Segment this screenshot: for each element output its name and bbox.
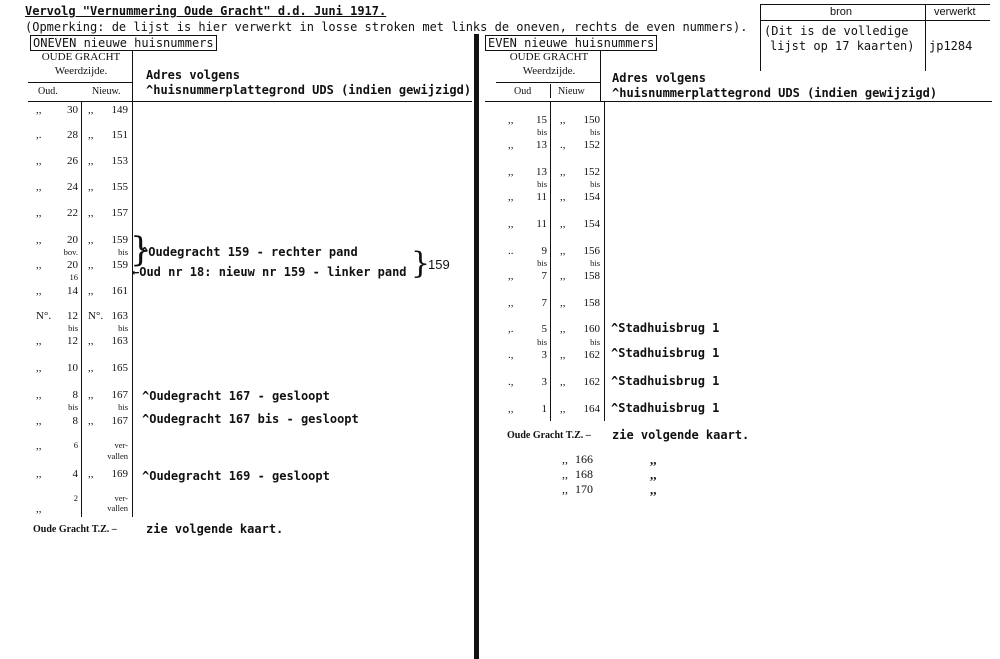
brace-number: 159: [428, 257, 450, 272]
left-street-side: Weerdzijde.: [54, 65, 108, 77]
ditto-mark: ,,: [88, 181, 94, 193]
ditto-mark: ,,: [508, 191, 514, 203]
new-number: 167: [111, 389, 128, 401]
new-number: vallen: [107, 451, 128, 461]
old-number: 9: [541, 245, 547, 257]
old-number: 26: [67, 155, 78, 167]
ditto-mark: ,,: [508, 270, 514, 282]
ditto-mark: ,,: [36, 440, 42, 452]
new-number: 163: [111, 310, 128, 322]
annotation-159-left: ←Oud nr 18: nieuw nr 159 - linker pand: [132, 265, 407, 279]
new-number: 165: [111, 362, 128, 374]
old-number: 20: [67, 259, 78, 271]
new-number: 160: [583, 323, 600, 335]
ditto-mark: ,,: [560, 297, 566, 309]
ditto-mark: ,,: [88, 155, 94, 167]
ditto-mark: ,,: [88, 362, 94, 374]
old-number: 3: [541, 376, 547, 388]
old-number: 6: [73, 440, 78, 450]
old-number: bis: [68, 402, 78, 412]
verwerkt-value: jp1284: [929, 39, 973, 53]
old-number: bis: [537, 127, 547, 137]
left-adres-header: Adres volgens: [146, 68, 240, 82]
new-number: 159: [111, 234, 128, 246]
ditto-mark: ,,: [36, 181, 42, 193]
ditto-mark: .,: [560, 139, 566, 151]
ditto-mark: ,,: [560, 166, 566, 178]
even-section-label: EVEN nieuwe huisnummers: [485, 35, 657, 51]
ditto-mark: ,,: [650, 467, 657, 482]
old-number: 12: [67, 335, 78, 347]
old-number: 11: [536, 218, 547, 230]
old-number: 7: [541, 270, 547, 282]
ditto-mark: ,,: [88, 389, 94, 401]
new-number: 151: [111, 129, 128, 141]
old-number: 1: [541, 403, 547, 415]
right-footer-street: Oude Gracht T.Z. –: [507, 430, 591, 441]
ditto-mark: ,,: [562, 452, 568, 466]
old-number: 22: [67, 207, 78, 219]
brace-right: }: [411, 246, 431, 281]
old-number: 12: [67, 310, 78, 322]
old-number: 13: [536, 166, 547, 178]
new-number: 149: [111, 104, 128, 116]
ditto-mark: ,,: [560, 376, 566, 388]
ditto-mark: ,,: [560, 191, 566, 203]
ditto-mark: ,,: [560, 114, 566, 126]
old-number: 30: [67, 104, 78, 116]
ditto-mark: ,,: [88, 468, 94, 480]
left-footer-text: zie volgende kaart.: [146, 522, 284, 536]
oneven-section-label: ONEVEN nieuwe huisnummers: [30, 35, 217, 51]
new-number: 158: [583, 270, 600, 282]
right-col-nieuw: Nieuw: [558, 86, 585, 97]
new-number: 169: [111, 468, 128, 480]
left-street-name: OUDE GRACHT: [41, 51, 121, 63]
old-number: 2: [73, 493, 78, 503]
bron-line-1: (Dit is de volledige: [764, 24, 909, 38]
old-number: bov.: [63, 247, 78, 257]
right-adres-subheader: ^huisnummerplattegrond UDS (indien gewijzigd): [612, 86, 938, 100]
ditto-mark: ,,: [88, 415, 94, 427]
new-number: bis: [118, 247, 128, 257]
ditto-mark: ,,: [88, 259, 94, 271]
old-number: 24: [67, 181, 78, 193]
annotation-stadhuisbrug-164: ^Stadhuisbrug 1: [611, 401, 720, 415]
new-number: 152: [583, 166, 600, 178]
ditto-mark: ,.: [508, 323, 514, 335]
new-number: bis: [118, 402, 128, 412]
ditto-mark: ,,: [508, 403, 514, 415]
new-number: bis: [590, 258, 600, 268]
ditto-mark: ,,: [36, 389, 42, 401]
remark-note: (Opmerking: de lijst is hier verwerkt in losse stroken met links de oneven, rechts de even nummers).: [25, 20, 748, 34]
ditto-mark: N°.: [36, 310, 52, 322]
old-number: bis: [537, 258, 547, 268]
right-street-side: Weerdzijde.: [522, 65, 576, 77]
old-number: 15: [536, 114, 547, 126]
new-number: bis: [590, 337, 600, 347]
ditto-mark: ,,: [560, 270, 566, 282]
ditto-mark: ,,: [560, 245, 566, 257]
left-col-oud: Oud.: [38, 86, 58, 97]
new-number: 162: [583, 349, 600, 361]
ditto-mark: ,,: [508, 218, 514, 230]
right-footer-text: zie volgende kaart.: [612, 428, 750, 442]
old-number: 3: [541, 349, 547, 361]
page-title: Vervolg "Vernummering Oude Gracht" d.d. Juni 1917.: [25, 4, 387, 18]
old-number: bis: [537, 179, 547, 189]
old-number: 13: [536, 139, 547, 151]
ditto-mark: ,,: [36, 207, 42, 219]
ditto-mark: ,,: [36, 503, 42, 515]
new-number: 154: [583, 218, 600, 230]
ditto-mark: ..: [508, 245, 514, 257]
new-number: ver-: [114, 440, 128, 450]
left-adres-subheader: ^huisnummerplattegrond UDS (indien gewijzigd): [146, 83, 472, 97]
verwerkt-label: verwerkt: [934, 6, 976, 18]
ditto-mark: ,,: [560, 349, 566, 361]
ditto-mark: ,,: [560, 403, 566, 415]
right-adres-header: Adres volgens: [612, 71, 706, 85]
continuation-number: 168: [575, 467, 593, 481]
left-col-nieuw: Nieuw.: [92, 86, 121, 97]
ditto-mark: ,,: [88, 335, 94, 347]
ditto-mark: ,,: [36, 155, 42, 167]
annotation-stadhuisbrug-160: ^Stadhuisbrug 1: [611, 321, 720, 335]
right-street-name: OUDE GRACHT: [509, 51, 589, 63]
ditto-mark: ,,: [88, 234, 94, 246]
ditto-mark: ,,: [88, 207, 94, 219]
ditto-mark: ,,: [36, 415, 42, 427]
old-number: 16: [69, 272, 78, 282]
continuation-number: 170: [575, 482, 593, 496]
new-number: bis: [590, 179, 600, 189]
old-number: bis: [537, 337, 547, 347]
ditto-mark: ,,: [36, 335, 42, 347]
new-number: 153: [111, 155, 128, 167]
old-number: 14: [67, 285, 78, 297]
ditto-mark: ,,: [508, 166, 514, 178]
ditto-mark: ,,: [88, 129, 94, 141]
ditto-mark: ,,: [508, 139, 514, 151]
new-number: vallen: [107, 503, 128, 513]
new-number: 154: [583, 191, 600, 203]
annotation-stadhuisbrug-162b: ^Stadhuisbrug 1: [611, 374, 720, 388]
bron-line-2: lijst op 17 kaarten): [770, 39, 915, 53]
old-number: 28: [67, 129, 78, 141]
ditto-mark: ,,: [650, 482, 657, 497]
new-number: 159: [111, 259, 128, 271]
ditto-mark: ,,: [562, 467, 568, 481]
annotation-stadhuisbrug-162a: ^Stadhuisbrug 1: [611, 346, 720, 360]
old-number: 11: [536, 191, 547, 203]
old-number: 10: [67, 362, 78, 374]
ditto-mark: .,: [508, 376, 514, 388]
new-number: bis: [118, 323, 128, 333]
old-number: 8: [72, 389, 78, 401]
ditto-mark: ,,: [560, 218, 566, 230]
ditto-mark: N°.: [88, 310, 104, 322]
new-number: 155: [111, 181, 128, 193]
continuation-number: 166: [575, 452, 593, 466]
ditto-mark: ,,: [650, 452, 657, 467]
new-number: 158: [583, 297, 600, 309]
new-number: 157: [111, 207, 128, 219]
brace-left: }: [130, 230, 152, 270]
left-footer-street: Oude Gracht T.Z. –: [33, 524, 117, 535]
ditto-mark: ,,: [562, 482, 568, 496]
ditto-mark: ,,: [88, 104, 94, 116]
new-number: 163: [111, 335, 128, 347]
ditto-mark: ,,: [36, 285, 42, 297]
old-number: 20: [67, 234, 78, 246]
ditto-mark: ,,: [88, 285, 94, 297]
strip-divider: [474, 34, 479, 659]
ditto-mark: ,,: [508, 114, 514, 126]
ditto-mark: ,,: [36, 104, 42, 116]
old-number: 8: [72, 415, 78, 427]
new-number: bis: [590, 127, 600, 137]
new-number: 161: [111, 285, 128, 297]
annotation-167: ^Oudegracht 167 - gesloopt: [142, 389, 330, 403]
right-col-oud: Oud: [514, 86, 532, 97]
ditto-mark: ,,: [560, 323, 566, 335]
ditto-mark: ,,: [36, 468, 42, 480]
ditto-mark: ,,: [36, 259, 42, 271]
old-number: 4: [72, 468, 78, 480]
annotation-169: ^Oudegracht 169 - gesloopt: [142, 469, 330, 483]
annotation-167bis: ^Oudegracht 167 bis - gesloopt: [142, 412, 359, 426]
bron-label: bron: [830, 6, 853, 18]
new-number: 162: [583, 376, 600, 388]
new-number: 150: [583, 114, 600, 126]
ditto-mark: ,,: [508, 297, 514, 309]
ditto-mark: ,,: [36, 362, 42, 374]
old-number: 5: [541, 323, 547, 335]
ditto-mark: ,,: [36, 234, 42, 246]
ditto-mark: ,.: [36, 129, 42, 141]
new-number: ver-: [114, 493, 128, 503]
old-number: bis: [68, 323, 78, 333]
ditto-mark: .,: [508, 349, 514, 361]
old-number: 7: [541, 297, 547, 309]
new-number: 167: [111, 415, 128, 427]
annotation-159-right: ^Oudegracht 159 - rechter pand: [141, 245, 358, 259]
new-number: 156: [583, 245, 600, 257]
new-number: 164: [583, 403, 600, 415]
new-number: 152: [583, 139, 600, 151]
